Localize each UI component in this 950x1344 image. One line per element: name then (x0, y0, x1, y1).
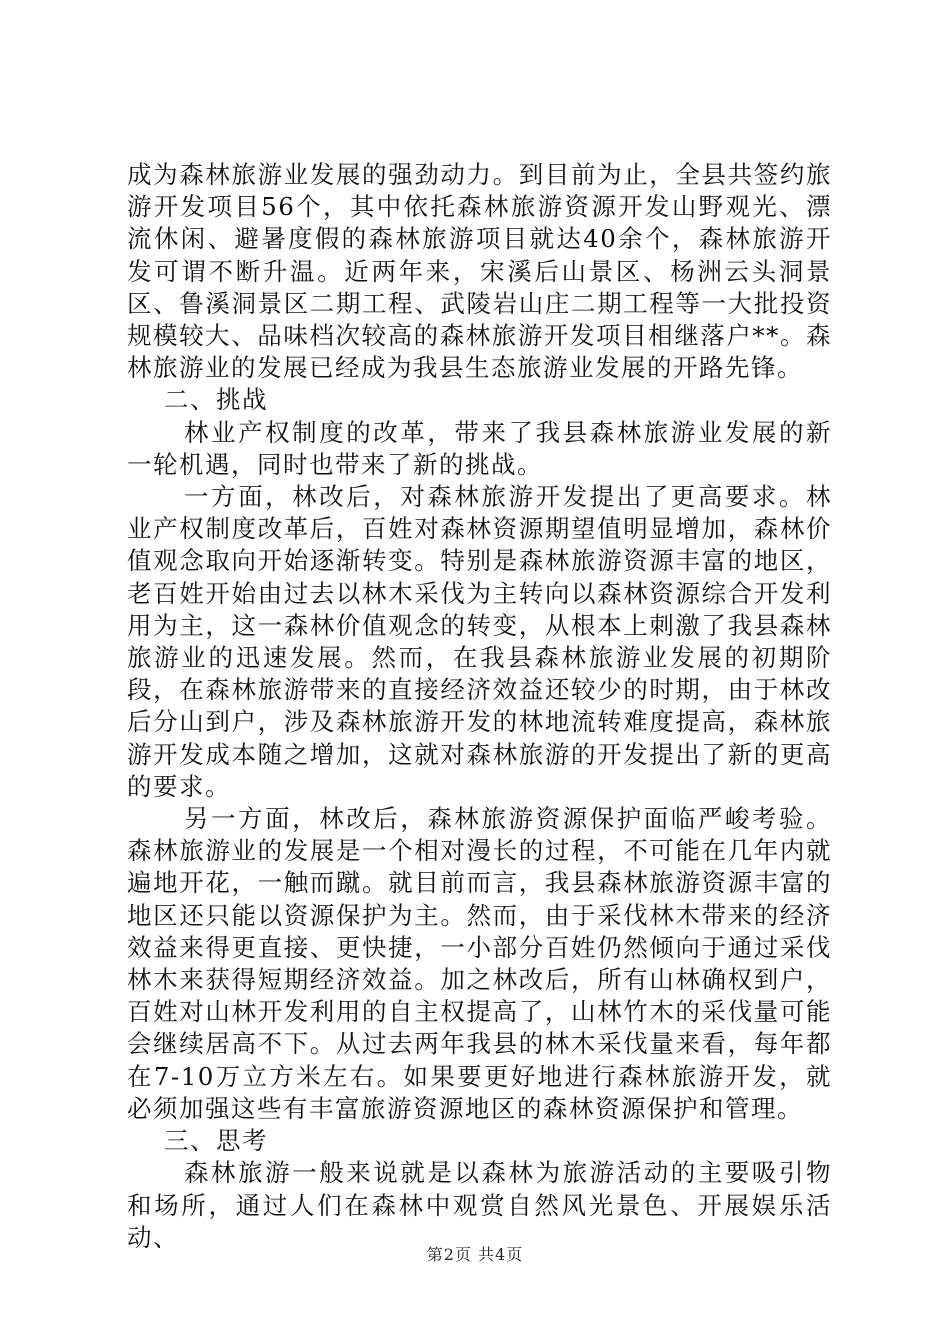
page-footer: 第2页 共4页 (426, 1245, 524, 1264)
paragraph-thinking: 森林旅游一般来说就是以森林为旅游活动的主要吸引物和场所，通过人们在森林中观赏自然风光景色、开展娱乐活动、 (127, 1158, 832, 1252)
paragraph-challenge-intro: 林业产权制度的改革，带来了我县森林旅游业发展的新一轮机遇，同时也带来了新的挑战。 (127, 417, 832, 479)
document-body (127, 159, 832, 1254)
paragraph-challenge-two: 另一方面，林改后，森林旅游资源保护面临严峻考验。森林旅游业的发展是一个相对漫长的过程，不可能在几年内就遍地开花，一触而蹴。就目前而言，我县森林旅游资源丰富的地区还只能以资源保护为主。然而，由于采伐林木带来的经济效益来得更直接、更快捷，一小部分百姓仍然倾向于通过采伐林木来获得短期经济效益。加之林改后，所有山林确权到户，百姓对山林开发利用的自主权提高了，山林竹木的采伐量可能会继续居高不下。从过去两年我县的林木采伐量来看，每年都在7-10万立方米左右。如果要更好地进行森林旅游开发，就必须加强这些有丰富旅游资源地区的森林资源保护和管理。 (127, 804, 832, 1123)
paragraph-challenge-one: 一方面，林改后，对森林旅游开发提出了更高要求。林业产权制度改革后，百姓对森林资源期望值明显增加，森林价值观念取向开始逐渐转变。特别是森林旅游资源丰富的地区，老百姓开始由过去以林木采伐为主转向以森林资源综合开发利用为主，这一森林价值观念的转变，从根本上刺激了我县森林旅游业的迅速发展。然而，在我县森林旅游业发展的初期阶段，在森林旅游带来的直接经济效益还较少的时期，由于林改后分山到户，涉及森林旅游开发的林地流转难度提高，森林旅游开发成本随之增加，这就对森林旅游的开发提出了新的更高的要求。 (127, 482, 832, 801)
section-heading-challenge: 二、挑战 (164, 385, 268, 415)
paragraph-continuation: 成为森林旅游业发展的强劲动力。到目前为止，全县共签约旅游开发项目56个，其中依托森林旅游资源开发山野观光、漂流休闲、避暑度假的森林旅游项目就达40余个，森林旅游开发可谓不断升温。近两年来，宋溪后山景区、杨洲云头洞景区、鲁溪洞景区二期工程、武陵岩山庄二期工程等一大批投资规模较大、品味档次较高的森林旅游开发项目相继落户**。森林旅游业的发展已经成为我县生态旅游业发展的开路先锋。 (127, 160, 832, 383)
section-heading-thinking: 三、思考 (164, 1126, 268, 1156)
